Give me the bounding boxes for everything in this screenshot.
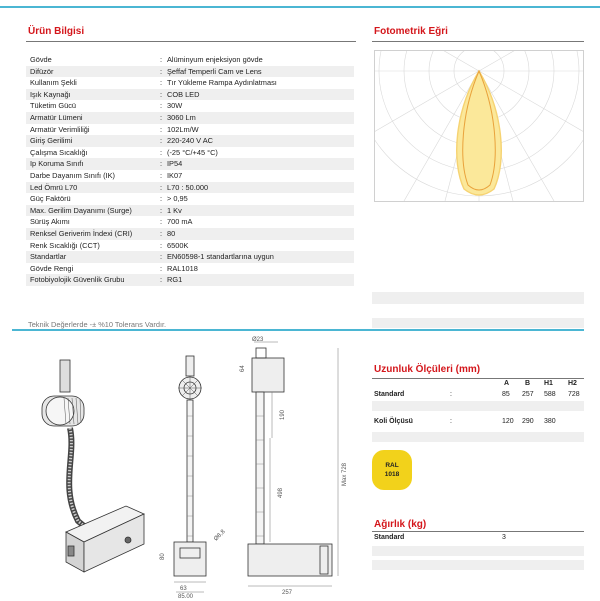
spec-value: Alüminyum enjeksiyon gövde — [167, 55, 263, 64]
weight-table — [372, 532, 584, 592]
spec-key: Standartlar — [30, 252, 67, 262]
spec-value: Şeffaf Temperli Cam ve Lens — [167, 66, 262, 76]
dim-header: H2 — [568, 380, 577, 387]
spec-row — [26, 147, 354, 159]
grey-band — [372, 560, 584, 570]
spec-row — [26, 274, 354, 286]
spec-separator: : — [160, 194, 163, 204]
spec-row — [26, 182, 354, 194]
spec-value: 80 — [167, 228, 176, 238]
spec-row — [26, 66, 354, 78]
spec-key: Renk Sıcaklığı (CCT) — [30, 240, 100, 250]
dim-header: A — [504, 380, 510, 387]
spec-row — [26, 100, 354, 112]
spec-key: Darbe Dayanım Sınıfı (IK) — [30, 170, 116, 180]
spec-row — [26, 216, 354, 228]
spec-separator: : — [160, 66, 163, 76]
spec-row — [26, 228, 354, 240]
spec-value: Tır Yükleme Rampa Aydınlatması — [167, 78, 277, 88]
spec-separator: : — [160, 136, 163, 146]
spec-row — [26, 77, 354, 89]
dim-63: 63 — [180, 586, 187, 592]
dim-header: B — [525, 380, 531, 387]
spec-value: RAL1018 — [167, 263, 198, 273]
spec-table — [26, 54, 354, 286]
section-divider — [12, 329, 584, 331]
spec-value: IP54 — [167, 159, 183, 169]
dim-80: 80 — [160, 553, 166, 560]
dim-value: 290 — [522, 418, 534, 425]
spec-key: Çalışma Sıcaklığı — [30, 147, 88, 157]
spec-key: Fotobiyolojik Güvenlik Grubu — [30, 275, 125, 285]
weight-value: 3 — [502, 534, 506, 541]
spec-value: 30W — [167, 101, 183, 111]
spec-key: Kullanım Şekli — [30, 78, 77, 88]
spec-separator: : — [160, 78, 163, 88]
spec-key: Güç Faktörü — [30, 194, 71, 204]
product-info-title: Ürün Bilgisi — [28, 26, 85, 37]
dim-value: 257 — [522, 391, 534, 398]
spec-value: COB LED — [167, 89, 200, 99]
dim-value: 728 — [568, 391, 580, 398]
spec-separator: : — [160, 147, 163, 157]
spec-separator: : — [160, 124, 163, 134]
photometric-title: Fotometrik Eğri — [374, 26, 448, 37]
spec-key: Difüzör — [30, 66, 54, 76]
spec-separator: : — [160, 182, 163, 192]
photometric-diagram — [374, 50, 584, 202]
spec-value: 3060 Lm — [167, 112, 196, 122]
tolerance-note: Teknik Değerlerde -± %10 Tolerans Vardır. — [28, 320, 167, 329]
dim-value: 85 — [502, 391, 510, 398]
spec-separator: : — [160, 205, 163, 215]
spec-value: EN60598-1 standartlarına uygun — [167, 252, 274, 262]
spec-key: Armatür Lümeni — [30, 112, 83, 122]
product-info-rule — [26, 41, 356, 42]
dim-64: 64 — [240, 365, 246, 372]
spec-separator: : — [160, 275, 163, 285]
spec-value: 102Lm/W — [167, 124, 199, 134]
grey-band — [372, 401, 584, 411]
spec-key: Armatür Verimliliği — [30, 124, 90, 134]
cable-gland — [125, 537, 131, 543]
spec-separator: : — [160, 252, 163, 262]
spec-row — [26, 240, 354, 252]
dim-8-8: Ø8,8 — [213, 528, 227, 543]
spec-key: Max. Gerilim Dayanımı (Surge) — [30, 205, 132, 215]
spec-key: Tüketim Gücü — [30, 101, 77, 111]
spec-key: Led Ömrü L70 — [30, 182, 78, 192]
spec-row — [26, 112, 354, 124]
spec-row — [26, 135, 354, 147]
grey-band — [372, 318, 584, 328]
spec-key: Renksel Geriverim İndexi (CRI) — [30, 228, 133, 238]
photometric-svg — [375, 51, 583, 201]
spec-row — [26, 124, 354, 136]
spec-separator: : — [160, 101, 163, 111]
spec-separator: : — [160, 217, 163, 227]
spec-row — [26, 54, 354, 66]
lamp-mount — [60, 360, 70, 392]
spec-row — [26, 205, 354, 217]
spec-separator: : — [160, 240, 163, 250]
dim-85: 85,00 — [178, 594, 194, 598]
weight-row-label: Standard — [374, 534, 405, 541]
dim-max-728: Max 728 — [342, 462, 348, 486]
spec-key: Giriş Gerilimi — [30, 136, 73, 146]
dim-header: H1 — [544, 380, 553, 387]
spec-row — [26, 89, 354, 101]
spec-row — [26, 170, 354, 182]
switch — [68, 546, 74, 556]
dimensions-rule — [372, 378, 584, 379]
photometric-rule — [372, 41, 584, 42]
spec-key: Işık Kaynağı — [30, 89, 71, 99]
spec-separator: : — [160, 228, 163, 238]
spec-value: L70 : 50.000 — [167, 182, 209, 192]
dim-value: 588 — [544, 391, 556, 398]
spec-row — [26, 158, 354, 170]
ral-number: 1018 — [384, 471, 400, 478]
spec-key: Sürüş Akımı — [30, 217, 70, 227]
dimensions-title: Uzunluk Ölçüleri (mm) — [374, 364, 481, 375]
ral-label: RAL — [385, 462, 399, 469]
product-3d-view — [42, 360, 144, 572]
spec-value: (-25 °C/+45 °C) — [167, 147, 218, 157]
dim-498: 498 — [278, 487, 284, 498]
dim-row-separator: : — [450, 391, 452, 398]
spec-row — [26, 263, 354, 275]
spec-row — [26, 251, 354, 263]
top-accent-line — [0, 6, 600, 8]
technical-drawing — [20, 336, 360, 598]
dim-23: Ø23 — [252, 337, 264, 343]
dim-257: 257 — [282, 590, 293, 596]
grey-band — [372, 546, 584, 556]
dim-row-separator: : — [450, 418, 452, 425]
spec-key: Ip Koruma Sınıfı — [30, 159, 84, 169]
spec-value: RG1 — [167, 275, 183, 285]
spec-row — [26, 193, 354, 205]
dim-value: 380 — [544, 418, 556, 425]
product-front-view — [174, 356, 206, 592]
dim-row-label: Koli Ölçüsü — [374, 418, 413, 425]
product-side-view — [248, 342, 338, 586]
dim-row-label: Standard — [374, 391, 405, 398]
dim-190: 190 — [280, 409, 286, 420]
dimensions-table — [372, 380, 584, 440]
spec-key: Gövde — [30, 55, 52, 64]
spec-value: IK07 — [167, 170, 183, 180]
spec-value: 6500K — [167, 240, 189, 250]
spec-separator: : — [160, 170, 163, 180]
spec-separator: : — [160, 55, 163, 64]
weight-title: Ağırlık (kg) — [374, 519, 427, 530]
spec-value: 1 Kv — [167, 205, 182, 215]
dim-value: 120 — [502, 418, 514, 425]
ral-color-badge — [372, 450, 412, 490]
spec-separator: : — [160, 89, 163, 99]
grey-band — [372, 292, 584, 304]
spec-value: 700 mA — [167, 217, 193, 227]
grey-band — [372, 432, 584, 442]
spec-separator: : — [160, 112, 163, 122]
spec-key: Gövde Rengi — [30, 263, 74, 273]
spec-separator: : — [160, 263, 163, 273]
spec-value: 220-240 V AC — [167, 136, 214, 146]
spec-separator: : — [160, 159, 163, 169]
spec-value: > 0,95 — [167, 194, 188, 204]
